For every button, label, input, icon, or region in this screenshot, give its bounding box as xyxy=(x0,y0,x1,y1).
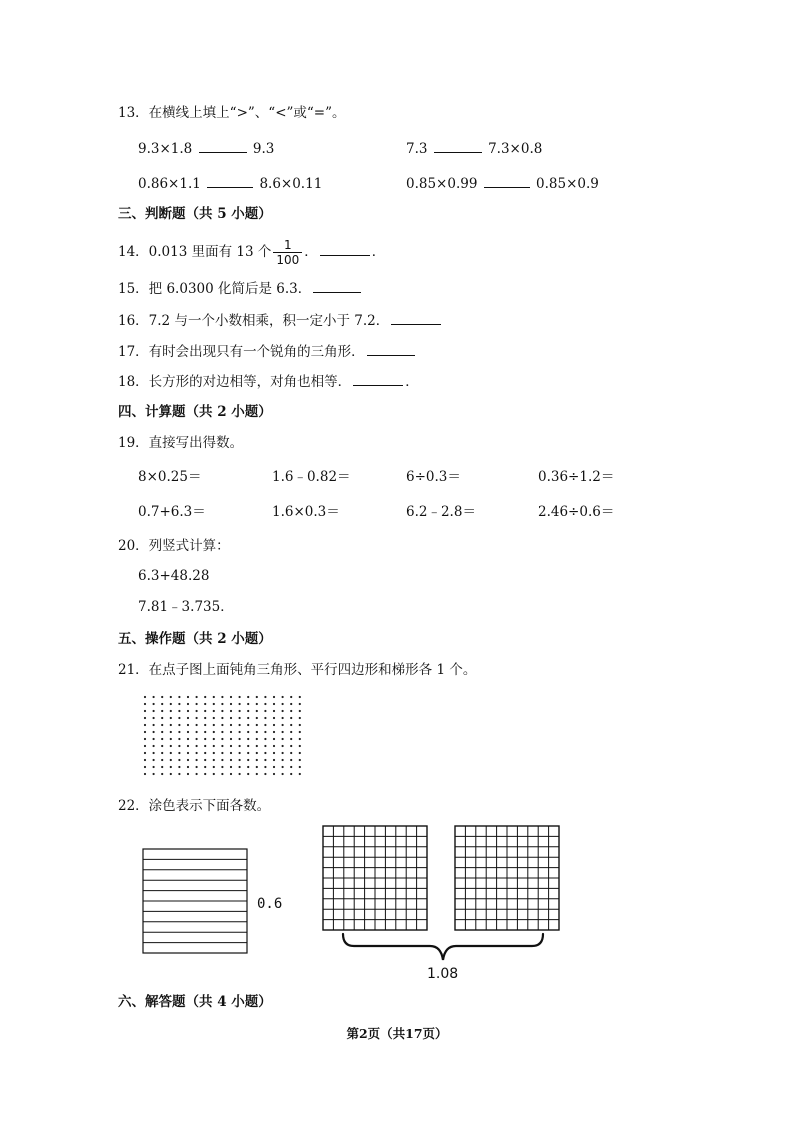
grid-dot xyxy=(264,745,266,747)
grid-dot xyxy=(256,710,258,712)
grid-dot xyxy=(290,710,292,712)
q21-title: 21．在点子图上面钝角三角形、平行四边形和梯形各 1 个。 xyxy=(118,662,477,678)
grid-dot xyxy=(264,731,266,733)
grid-dot xyxy=(299,731,301,733)
q19-title: 19．直接写出得数。 xyxy=(118,435,244,451)
grid-dot xyxy=(247,745,249,747)
grid-dot xyxy=(204,738,206,740)
grid-dot xyxy=(299,766,301,768)
grid-dot xyxy=(153,773,155,775)
q20-title: 20．列竖式计算： xyxy=(118,538,230,554)
grid-dot xyxy=(170,773,172,775)
grid-dot xyxy=(161,738,163,740)
grid-dot xyxy=(282,696,284,698)
grid-dot xyxy=(290,731,292,733)
grid-dot xyxy=(299,773,301,775)
q14-suffix: ． xyxy=(304,244,318,260)
grid-dot xyxy=(187,717,189,719)
q14-blank[interactable] xyxy=(320,241,370,256)
grid-dot xyxy=(273,759,275,761)
grid-dot xyxy=(299,745,301,747)
grid-dot xyxy=(144,717,146,719)
grid-dot xyxy=(213,731,215,733)
grid-dot xyxy=(282,773,284,775)
dot-grid[interactable] xyxy=(142,694,306,778)
grid-dot xyxy=(196,752,198,754)
grid-dot xyxy=(170,703,172,705)
q13-item-4-right: 0.85×0.9 xyxy=(536,176,599,192)
grid-dot xyxy=(239,717,241,719)
grid-dot xyxy=(264,724,266,726)
q22-title: 22．涂色表示下面各数。 xyxy=(118,798,271,814)
grid-dot xyxy=(256,738,258,740)
grid-dot xyxy=(273,696,275,698)
grid-dot xyxy=(299,738,301,740)
q18-blank[interactable] xyxy=(353,371,403,386)
q19-r1-c2: 1.6﹣0.82＝ xyxy=(272,469,351,485)
q13-item-1-right: 9.3 xyxy=(252,141,275,157)
grid-dot xyxy=(221,724,223,726)
curly-brace xyxy=(340,932,546,964)
grid-dot xyxy=(239,766,241,768)
q20-line1: 6.3+48.28 xyxy=(138,568,210,584)
grid-dot xyxy=(264,738,266,740)
q13-item-3-left: 0.86×1.1 xyxy=(138,176,201,192)
grid-dot xyxy=(221,717,223,719)
q19-r2-c4: 2.46÷0.6＝ xyxy=(538,504,615,520)
grid-dot xyxy=(247,696,249,698)
q13-item-4 xyxy=(406,173,599,193)
section-5-heading: 五、操作题（共 2 小题） xyxy=(118,631,272,647)
grid-dot xyxy=(153,759,155,761)
q15-blank[interactable] xyxy=(313,278,361,293)
grid-dot xyxy=(247,766,249,768)
grid-dot xyxy=(256,717,258,719)
grid-dot xyxy=(196,745,198,747)
q13-item-4-blank[interactable] xyxy=(484,173,530,188)
grid-dot xyxy=(299,752,301,754)
q13-item-2-blank[interactable] xyxy=(434,138,482,153)
grid-dot xyxy=(282,731,284,733)
grid-dot xyxy=(273,731,275,733)
grid-dot xyxy=(290,752,292,754)
grid-dot xyxy=(178,717,180,719)
grid-dot xyxy=(221,696,223,698)
grid-dot xyxy=(290,759,292,761)
grid-dot xyxy=(170,731,172,733)
grid-dot xyxy=(170,745,172,747)
section-6-heading: 六、解答题（共 4 小题） xyxy=(118,994,272,1010)
grid-dot xyxy=(213,717,215,719)
grid-dot xyxy=(187,738,189,740)
grid-dot xyxy=(196,773,198,775)
grid-dot xyxy=(264,717,266,719)
q13-item-2 xyxy=(406,138,542,158)
grid-dot xyxy=(264,759,266,761)
grid-dot xyxy=(196,738,198,740)
grid-dot xyxy=(256,745,258,747)
grid-dot xyxy=(282,766,284,768)
grid-dot xyxy=(144,745,146,747)
grid-dot xyxy=(239,773,241,775)
grid-dot xyxy=(221,759,223,761)
grid-dot xyxy=(230,710,232,712)
grid-dot xyxy=(273,752,275,754)
grid-dot xyxy=(273,738,275,740)
grid-dot xyxy=(256,696,258,698)
grid-dot xyxy=(230,724,232,726)
grid-dot xyxy=(239,724,241,726)
grid-dot xyxy=(153,703,155,705)
grid-dot xyxy=(264,710,266,712)
grid-dot xyxy=(213,710,215,712)
q13-item-3-right: 8.6×0.11 xyxy=(259,176,323,192)
grid-dot xyxy=(282,738,284,740)
grid-dot xyxy=(144,738,146,740)
grid-dot xyxy=(161,717,163,719)
grid-dot xyxy=(187,766,189,768)
grid-dot xyxy=(204,745,206,747)
grid-dot xyxy=(196,731,198,733)
grid-dot xyxy=(187,731,189,733)
grid-dot xyxy=(221,773,223,775)
grid-dot xyxy=(247,738,249,740)
grid-dot xyxy=(161,703,163,705)
grid-dot xyxy=(153,717,155,719)
grid-dot xyxy=(299,717,301,719)
grid-dot xyxy=(290,696,292,698)
grid-dot xyxy=(204,724,206,726)
grid-dot xyxy=(282,703,284,705)
grid-dot xyxy=(273,710,275,712)
grid-dot xyxy=(290,773,292,775)
grid-dot xyxy=(153,731,155,733)
grid-dot xyxy=(264,773,266,775)
grid-dot xyxy=(239,752,241,754)
grid-dot xyxy=(178,731,180,733)
grid-dot xyxy=(204,717,206,719)
q18-text: 18．长方形的对边相等，对角也相等． xyxy=(118,374,352,390)
q16 xyxy=(118,310,443,330)
grid-dot xyxy=(256,731,258,733)
hundred-grid-2[interactable] xyxy=(454,825,560,931)
grid-dot xyxy=(153,696,155,698)
grid-dot xyxy=(161,752,163,754)
grid-dot xyxy=(221,731,223,733)
grid-dot xyxy=(144,724,146,726)
grid-dot xyxy=(196,766,198,768)
grid-dot xyxy=(161,724,163,726)
q13-item-1-blank[interactable] xyxy=(199,138,247,153)
grid-dot xyxy=(299,724,301,726)
grid-dot xyxy=(264,696,266,698)
grid-dot xyxy=(256,766,258,768)
grid-dot xyxy=(144,731,146,733)
grid-dot xyxy=(170,752,172,754)
q13-item-2-right: 7.3×0.8 xyxy=(488,141,543,157)
grid-dot xyxy=(213,766,215,768)
q18 xyxy=(118,371,419,391)
grid-dot xyxy=(230,696,232,698)
grid-dot xyxy=(213,752,215,754)
grid-dot xyxy=(256,752,258,754)
grid-dot xyxy=(221,766,223,768)
q15-text: 15．把 6.0300 化简后是 6.3． xyxy=(118,281,312,297)
grid-dot xyxy=(264,703,266,705)
grid-dot xyxy=(230,759,232,761)
grid-dot xyxy=(230,717,232,719)
q13-item-1 xyxy=(138,138,274,158)
grid-dot xyxy=(196,759,198,761)
grid-dot xyxy=(290,766,292,768)
grid-dot xyxy=(273,703,275,705)
q16-blank[interactable] xyxy=(391,310,441,325)
grid-dot xyxy=(299,696,301,698)
q15 xyxy=(118,278,363,298)
grid-dot xyxy=(213,724,215,726)
q19-r1-c1: 8×0.25＝ xyxy=(138,469,202,485)
grid-dot xyxy=(256,773,258,775)
grid-dot xyxy=(256,759,258,761)
q19-r2-c3: 6.2﹣2.8＝ xyxy=(406,504,476,520)
grid-dot xyxy=(161,710,163,712)
grid-dot xyxy=(144,759,146,761)
grid-dot xyxy=(161,766,163,768)
grid-dot xyxy=(161,759,163,761)
grid-dot xyxy=(290,703,292,705)
grid-dot xyxy=(178,759,180,761)
grid-dot xyxy=(230,773,232,775)
grid-dot xyxy=(282,752,284,754)
grid-dot xyxy=(221,703,223,705)
grid-dot xyxy=(299,710,301,712)
grid-dot xyxy=(273,773,275,775)
grid-dot xyxy=(239,738,241,740)
grid-dot xyxy=(230,731,232,733)
q14 xyxy=(118,238,385,267)
grid-dot xyxy=(213,703,215,705)
grid-dot xyxy=(213,745,215,747)
q13-title-text: 13．在横线上填上“>”、“<”或“=”。 xyxy=(118,105,346,121)
grid-dot xyxy=(187,703,189,705)
grid-dot xyxy=(187,752,189,754)
grid-dot xyxy=(178,696,180,698)
grid-dot xyxy=(247,752,249,754)
grid-dot xyxy=(196,717,198,719)
grid-dot xyxy=(178,703,180,705)
grid-dot xyxy=(153,724,155,726)
grid-dot xyxy=(178,752,180,754)
grid-dot xyxy=(213,696,215,698)
grid-dot xyxy=(273,766,275,768)
grid-dot xyxy=(290,724,292,726)
grid-dot xyxy=(153,752,155,754)
grid-label: 1.08 xyxy=(427,966,459,982)
grid-dot xyxy=(204,710,206,712)
q18-end: ． xyxy=(405,374,419,390)
q16-text: 16．7.2 与一个小数相乘，积一定小于 7.2． xyxy=(118,313,390,329)
grid-dot xyxy=(213,773,215,775)
grid-dot xyxy=(196,703,198,705)
grid-dot xyxy=(273,724,275,726)
grid-dot xyxy=(196,724,198,726)
q19-r2-c2: 1.6×0.3＝ xyxy=(272,504,340,520)
grid-dot xyxy=(247,731,249,733)
grid-dot xyxy=(170,696,172,698)
grid-dot xyxy=(290,738,292,740)
grid-dot xyxy=(221,752,223,754)
grid-dot xyxy=(221,738,223,740)
grid-dot xyxy=(161,745,163,747)
grid-dot xyxy=(144,773,146,775)
grid-dot xyxy=(170,738,172,740)
grid-dot xyxy=(196,710,198,712)
grid-dot xyxy=(239,759,241,761)
section-4-heading: 四、计算题（共 2 小题） xyxy=(118,404,272,420)
q13-item-1-left: 9.3×1.8 xyxy=(138,141,193,157)
q14-fraction xyxy=(273,238,302,267)
grid-dot xyxy=(187,696,189,698)
grid-dot xyxy=(213,759,215,761)
grid-dot xyxy=(282,745,284,747)
q14-end: ． xyxy=(371,244,386,260)
q13-title xyxy=(118,104,346,122)
grid-dot xyxy=(290,745,292,747)
grid-dot xyxy=(239,745,241,747)
grid-dot xyxy=(204,752,206,754)
grid-dot xyxy=(187,745,189,747)
grid-dot xyxy=(230,703,232,705)
q13-item-3 xyxy=(138,173,322,193)
grid-dot xyxy=(282,717,284,719)
grid-dot xyxy=(247,759,249,761)
q13-item-3-blank[interactable] xyxy=(207,173,253,188)
grid-dot xyxy=(282,759,284,761)
grid-dot xyxy=(161,773,163,775)
grid-dot xyxy=(170,710,172,712)
grid-dot xyxy=(230,766,232,768)
grid-dot xyxy=(204,731,206,733)
grid-dot xyxy=(170,766,172,768)
q17 xyxy=(118,341,417,361)
strip-figure[interactable] xyxy=(142,848,250,956)
grid-dot xyxy=(178,738,180,740)
grid-dot xyxy=(178,710,180,712)
grid-dot xyxy=(187,759,189,761)
page-footer: 第2页（共17页） xyxy=(346,1026,448,1041)
grid-dot xyxy=(153,710,155,712)
q13-item-2-left: 7.3 xyxy=(406,141,428,157)
grid-dot xyxy=(204,766,206,768)
grid-dot xyxy=(230,745,232,747)
grid-dot xyxy=(204,703,206,705)
grid-dot xyxy=(239,703,241,705)
grid-dot xyxy=(239,696,241,698)
q19-r1-c4: 0.36÷1.2＝ xyxy=(538,469,615,485)
grid-dot xyxy=(273,745,275,747)
grid-dot xyxy=(170,724,172,726)
hundred-grid-1[interactable] xyxy=(322,825,428,931)
grid-dot xyxy=(153,766,155,768)
grid-dot xyxy=(161,731,163,733)
q17-text: 17．有时会出现只有一个锐角的三角形． xyxy=(118,344,365,360)
q14-frac-num: 1 xyxy=(273,238,302,253)
grid-dot xyxy=(187,710,189,712)
grid-dot xyxy=(282,710,284,712)
grid-dot xyxy=(153,745,155,747)
q14-frac-den: 100 xyxy=(276,253,300,267)
grid-dot xyxy=(282,724,284,726)
q13-item-4-left: 0.85×0.99 xyxy=(406,176,478,192)
grid-dot xyxy=(170,717,172,719)
section-3-heading: 三、判断题（共 5 小题） xyxy=(118,206,272,222)
grid-dot xyxy=(144,752,146,754)
grid-dot xyxy=(230,752,232,754)
grid-dot xyxy=(230,738,232,740)
grid-dot xyxy=(204,696,206,698)
grid-dot xyxy=(196,696,198,698)
grid-dot xyxy=(247,717,249,719)
grid-dot xyxy=(170,759,172,761)
grid-dot xyxy=(239,710,241,712)
grid-dot xyxy=(153,738,155,740)
grid-dot xyxy=(204,773,206,775)
grid-dot xyxy=(187,724,189,726)
grid-dot xyxy=(221,710,223,712)
grid-dot xyxy=(290,717,292,719)
grid-dot xyxy=(144,710,146,712)
q19-r2-c1: 0.7+6.3＝ xyxy=(138,504,206,520)
grid-dot xyxy=(247,773,249,775)
q17-blank[interactable] xyxy=(367,341,415,356)
grid-dot xyxy=(161,696,163,698)
grid-dot xyxy=(239,731,241,733)
grid-dot xyxy=(204,759,206,761)
grid-dot xyxy=(247,724,249,726)
grid-dot xyxy=(178,766,180,768)
grid-dot xyxy=(247,703,249,705)
grid-dot xyxy=(144,696,146,698)
grid-dot xyxy=(299,759,301,761)
grid-dot xyxy=(221,745,223,747)
grid-dot xyxy=(247,710,249,712)
grid-dot xyxy=(178,745,180,747)
grid-dot xyxy=(178,724,180,726)
strip-label: 0.6 xyxy=(257,896,283,912)
grid-dot xyxy=(264,766,266,768)
grid-dot xyxy=(144,703,146,705)
grid-dot xyxy=(264,752,266,754)
grid-dot xyxy=(213,738,215,740)
q20-line2: 7.81﹣3.735． xyxy=(138,599,234,615)
grid-dot xyxy=(299,703,301,705)
grid-dot xyxy=(256,703,258,705)
grid-dot xyxy=(256,724,258,726)
grid-dot xyxy=(178,773,180,775)
q14-text: 14．0.013 里面有 13 个 xyxy=(118,244,272,260)
q19-r1-c3: 6÷0.3＝ xyxy=(406,469,461,485)
grid-dot xyxy=(187,773,189,775)
grid-dot xyxy=(144,766,146,768)
grid-dot xyxy=(273,717,275,719)
